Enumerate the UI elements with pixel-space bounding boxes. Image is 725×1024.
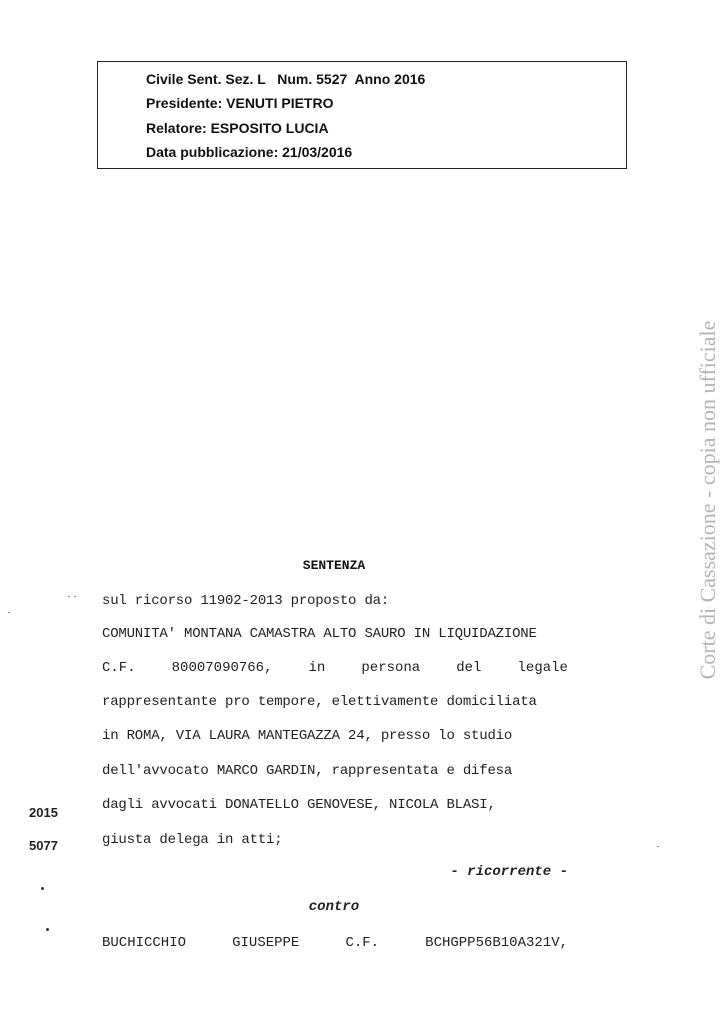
- scan-dot: [46, 928, 49, 931]
- cf-word: 80007090766,: [171, 660, 273, 676]
- cf-word: legale: [517, 660, 568, 676]
- header-sentence-ref: Civile Sent. Sez. L Num. 5527 Anno 2016: [146, 71, 426, 87]
- party2-line: [102, 935, 568, 951]
- role-ricorrente: - ricorrente -: [450, 864, 568, 880]
- contro-label: contro: [308, 899, 360, 915]
- party1-name: COMUNITA' MONTANA CAMASTRA ALTO SAURO IN LIQUIDAZIONE: [102, 626, 537, 642]
- document-title: SENTENZA: [302, 558, 366, 573]
- scan-speck: [74, 596, 76, 597]
- cf-word: persona: [361, 660, 421, 676]
- avvocato-line: dell'avvocato MARCO GARDIN, rappresentata e difesa: [102, 763, 513, 779]
- party2-word: GIUSEPPE: [232, 935, 300, 951]
- header-presidente: Presidente: VENUTI PIETRO: [146, 95, 334, 111]
- giusta-line: giusta delega in atti;: [102, 832, 283, 848]
- header-data-pubblicazione: Data pubblicazione: 21/03/2016: [146, 144, 353, 160]
- party2-word: C.F.: [345, 935, 380, 951]
- cf-word: C.F.: [102, 660, 136, 676]
- scan-speck: [68, 596, 70, 597]
- dagli-line: dagli avvocati DONATELLO GENOVESE, NICOLA BLASI,: [102, 797, 496, 813]
- scan-speck: [657, 846, 659, 847]
- cf-word: in: [308, 660, 326, 676]
- watermark: Corte di Cassazione - copia non ufficiale: [695, 320, 720, 680]
- header-box: [97, 61, 627, 169]
- intro-line: sul ricorso 11902-2013 proposto da:: [102, 593, 390, 609]
- header-relatore: Relatore: ESPOSITO LUCIA: [146, 120, 329, 136]
- margin-number-year: 2015: [29, 805, 58, 820]
- margin-number-id: 5077: [29, 838, 58, 853]
- party2-word: BUCHICCHIO: [102, 935, 187, 951]
- roma-line: in ROMA, VIA LAURA MANTEGAZZA 24, presso lo studio: [102, 728, 513, 744]
- cf-line: [102, 660, 568, 676]
- party2-word: BCHGPP56B10A321V,: [425, 935, 568, 951]
- rappresentante-line: rappresentante pro tempore, elettivamente domiciliata: [102, 694, 537, 710]
- cf-word: del: [456, 660, 482, 676]
- scan-speck: [8, 612, 10, 613]
- scan-dot: [41, 887, 44, 890]
